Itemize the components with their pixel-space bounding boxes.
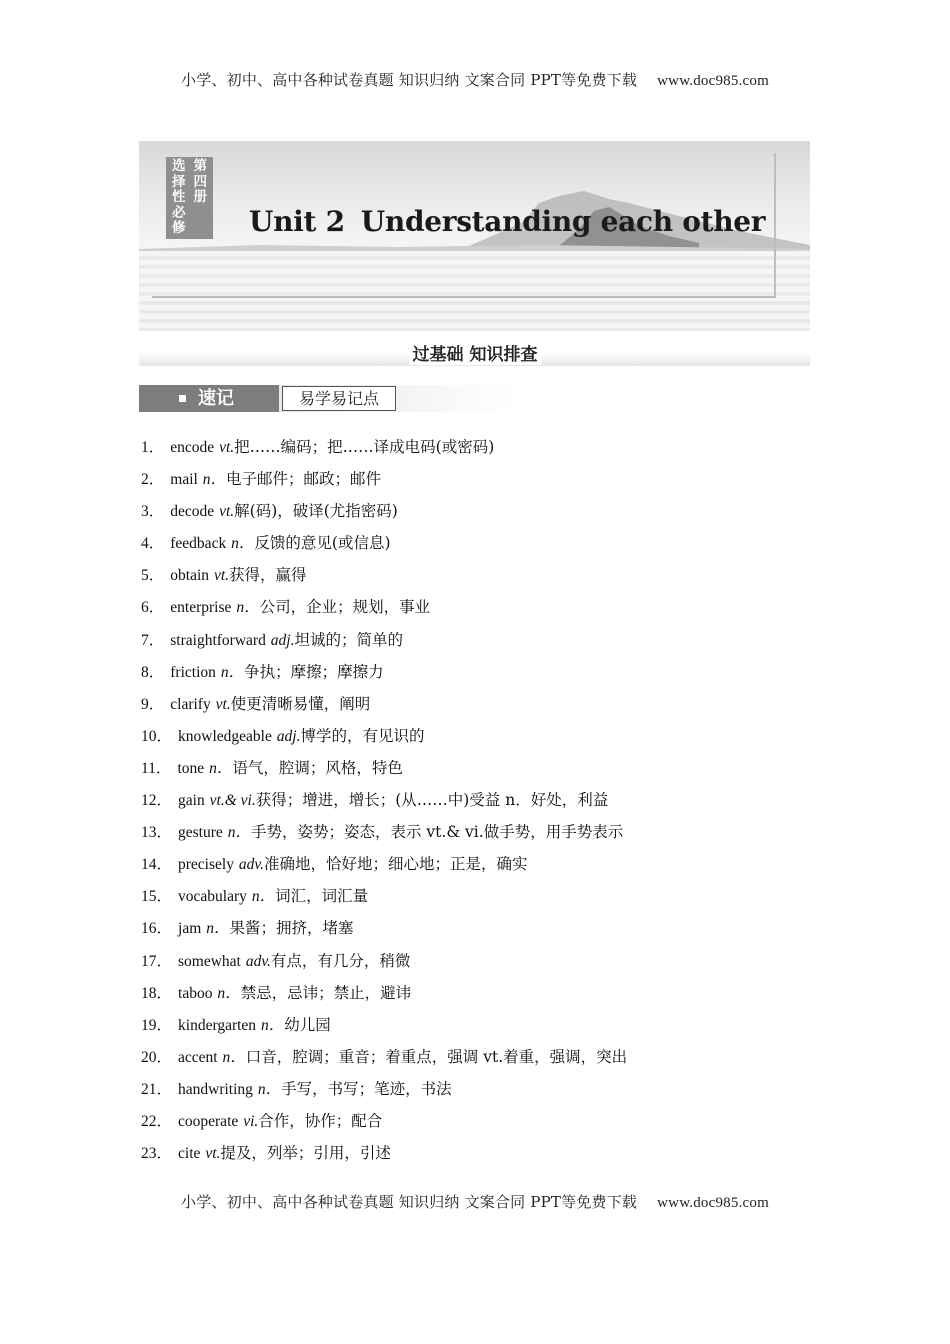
vocab-num: 5． — [141, 567, 165, 585]
vocab-num: 21． — [141, 1080, 173, 1098]
vocab-item — [141, 982, 821, 1014]
vocab-item — [141, 629, 821, 661]
vocab-word: taboo — [178, 984, 213, 1002]
vocab-item — [141, 661, 821, 693]
vocab-num: 7． — [141, 631, 165, 649]
vocab-item — [141, 725, 821, 757]
vocab-def: 解(码)，破译(尤指密码) — [234, 502, 398, 521]
vocab-num: 11． — [141, 759, 172, 777]
easy-points-tag: 易学易记点 — [282, 386, 396, 411]
vocabulary-list — [141, 436, 821, 1174]
vocab-def: 词汇，词汇量 — [275, 887, 369, 906]
vocab-def: 语气，腔调；风格，特色 — [232, 758, 403, 777]
vocab-pos: adv. — [238, 856, 265, 874]
unit-label: Unit 2 — [249, 205, 345, 238]
vocab-def: 禁忌，忌讳；禁止，避讳 — [240, 983, 412, 1002]
vocab-pos: n． — [206, 920, 230, 938]
vocab-word: feedback — [170, 535, 227, 553]
vocab-num: 22． — [141, 1112, 173, 1130]
vocab-num: 15． — [141, 888, 173, 906]
vocab-word: enterprise — [170, 599, 232, 617]
vocab-item — [141, 789, 821, 821]
section-title: 过基础 知识排查 — [0, 340, 950, 365]
vocab-item — [141, 853, 821, 885]
vocab-word: kindergarten — [178, 1016, 257, 1034]
subsection-tag-row — [139, 385, 517, 412]
vocab-num: 3． — [141, 503, 165, 521]
vocab-word: knowledgeable — [178, 727, 272, 745]
vocab-pos: n． — [261, 1016, 285, 1034]
vocab-word: cooperate — [178, 1112, 239, 1130]
vocab-pos: adv. — [245, 952, 271, 970]
vocab-num: 18． — [141, 984, 173, 1002]
vocab-item — [141, 468, 821, 500]
vocab-pos: vt. — [205, 1145, 221, 1163]
badge-text-elective: 选择性必修 — [172, 158, 186, 236]
vocab-num: 20． — [141, 1048, 173, 1066]
vocab-word: mail — [170, 471, 198, 489]
vocab-item — [141, 693, 821, 725]
vocab-pos: n． — [209, 759, 233, 777]
vocab-word: encode — [170, 439, 215, 456]
vocab-word: cite — [178, 1145, 201, 1163]
vocab-num: 13． — [141, 824, 173, 842]
vocab-word: obtain — [170, 567, 210, 585]
vocab-pos: adj. — [276, 727, 301, 745]
vocab-def: 坦诚的；简单的 — [294, 630, 403, 649]
vocab-item — [141, 885, 821, 917]
vocab-item — [141, 1110, 821, 1142]
vocab-def: 使更清晰易懂，阐明 — [230, 694, 371, 713]
vocab-item — [141, 532, 821, 564]
site-header — [0, 69, 950, 90]
vocab-item — [141, 757, 821, 789]
vocab-num: 2． — [141, 471, 165, 489]
vocab-pos: vt.& vi. — [209, 792, 256, 810]
vocab-def: 有点，有几分，稍微 — [270, 951, 411, 970]
vocab-item — [141, 1014, 821, 1046]
vocab-def: 手写，书写；笔迹，书法 — [281, 1079, 452, 1098]
vocab-pos: adj. — [270, 631, 295, 649]
square-bullet-icon — [179, 395, 186, 402]
site-header-text: 小学、初中、高中各种试卷真题 知识归纳 文案合同 PPT等免费下载 — [181, 71, 638, 89]
vocab-def: 手势，姿势；姿态，表示 vt.& vi.做手势，用手势表示 — [250, 823, 624, 842]
vocab-item — [141, 917, 821, 949]
vocab-pos: n． — [217, 984, 241, 1002]
vocab-pos: n． — [251, 888, 276, 906]
vocab-word: friction — [170, 663, 216, 681]
vocab-pos: n． — [220, 663, 245, 681]
site-footer-url[interactable]: www.doc985.com — [657, 1195, 769, 1211]
vocab-def: 反馈的意见(或信息) — [254, 534, 391, 553]
vocab-pos: n． — [227, 824, 251, 842]
vocab-def: 获得，赢得 — [229, 566, 307, 585]
book-badge — [166, 157, 213, 239]
vocab-def: 准确地，恰好地；细心地；正是，确实 — [264, 855, 528, 874]
vocab-item — [141, 500, 821, 532]
vocab-word: somewhat — [178, 952, 241, 970]
vocab-word: gesture — [178, 824, 223, 842]
vocab-pos: vt. — [215, 695, 231, 713]
unit-title — [249, 205, 765, 238]
vocab-def: 博学的，有见识的 — [300, 726, 425, 745]
vocab-def: 提及，列举；引用，引述 — [220, 1144, 391, 1163]
badge-text-volume: 第四册 — [193, 158, 207, 205]
vocab-word: accent — [178, 1048, 218, 1066]
vocab-def: 公司，企业；规划，事业 — [259, 598, 431, 617]
vocab-pos: n． — [257, 1080, 282, 1098]
vocab-item — [141, 1078, 821, 1110]
vocab-def: 果酱；拥挤，堵塞 — [229, 919, 354, 938]
site-footer-text: 小学、初中、高中各种试卷真题 知识归纳 文案合同 PPT等免费下载 — [181, 1193, 638, 1211]
vocab-num: 23． — [141, 1145, 173, 1163]
vocab-word: gain — [178, 792, 205, 810]
vocab-item — [141, 436, 821, 468]
vocab-word: precisely — [178, 856, 234, 874]
vocab-word: jam — [178, 920, 202, 938]
vocab-def: 合作，协作；配合 — [258, 1111, 383, 1130]
vocab-num: 16． — [141, 920, 173, 938]
vocab-num: 14． — [141, 856, 173, 874]
vocab-pos: n． — [202, 471, 227, 489]
vocab-def: 获得；增进，增长；(从……中)受益 n．好处，利益 — [255, 791, 609, 810]
vocab-num: 4． — [141, 535, 165, 553]
quick-memo-tag: 速记 — [139, 385, 279, 412]
vocab-pos: n． — [231, 535, 255, 553]
vocab-item — [141, 1142, 821, 1174]
vocab-def: 幼儿园 — [284, 1015, 331, 1034]
vocab-word: tone — [177, 759, 205, 777]
vocab-def: 电子邮件；邮政；邮件 — [226, 470, 382, 489]
vocab-pos: n． — [222, 1048, 246, 1066]
vocab-item — [141, 596, 821, 628]
vocab-num: 10． — [141, 727, 173, 745]
vocab-pos: vi. — [243, 1112, 259, 1130]
vocab-num: 6． — [141, 599, 165, 617]
vocab-pos: vt. — [213, 567, 230, 585]
vocab-word: handwriting — [178, 1080, 253, 1098]
unit-banner — [139, 141, 810, 331]
vocab-num: 17． — [141, 952, 173, 970]
vocab-pos: vt. — [219, 503, 235, 521]
vocab-item — [141, 1046, 821, 1078]
vocab-def: 口音，腔调；重音；着重点，强调 vt.着重，强调，突出 — [245, 1047, 628, 1066]
vocab-num: 19． — [141, 1016, 173, 1034]
vocab-num: 1． — [141, 439, 165, 456]
vocab-pos: vt. — [219, 439, 235, 456]
vocab-item — [141, 950, 821, 982]
vocab-num: 12． — [141, 792, 173, 810]
vocab-def: 争执；摩擦；摩擦力 — [244, 662, 384, 681]
vocab-pos: n． — [236, 599, 260, 617]
vocab-word: vocabulary — [178, 888, 247, 906]
vocab-item — [141, 821, 821, 853]
vocab-word: clarify — [170, 695, 211, 713]
unit-name: Understanding each other — [360, 205, 766, 238]
vocab-item — [141, 564, 821, 596]
vocab-num: 9． — [141, 695, 165, 713]
vocab-word: decode — [170, 503, 215, 521]
vocab-num: 8． — [141, 663, 165, 681]
vocab-def: 把……编码；把……译成电码(或密码) — [234, 438, 495, 456]
vocab-word: straightforward — [170, 631, 266, 649]
site-footer — [0, 1191, 950, 1212]
site-url[interactable]: www.doc985.com — [657, 73, 769, 89]
